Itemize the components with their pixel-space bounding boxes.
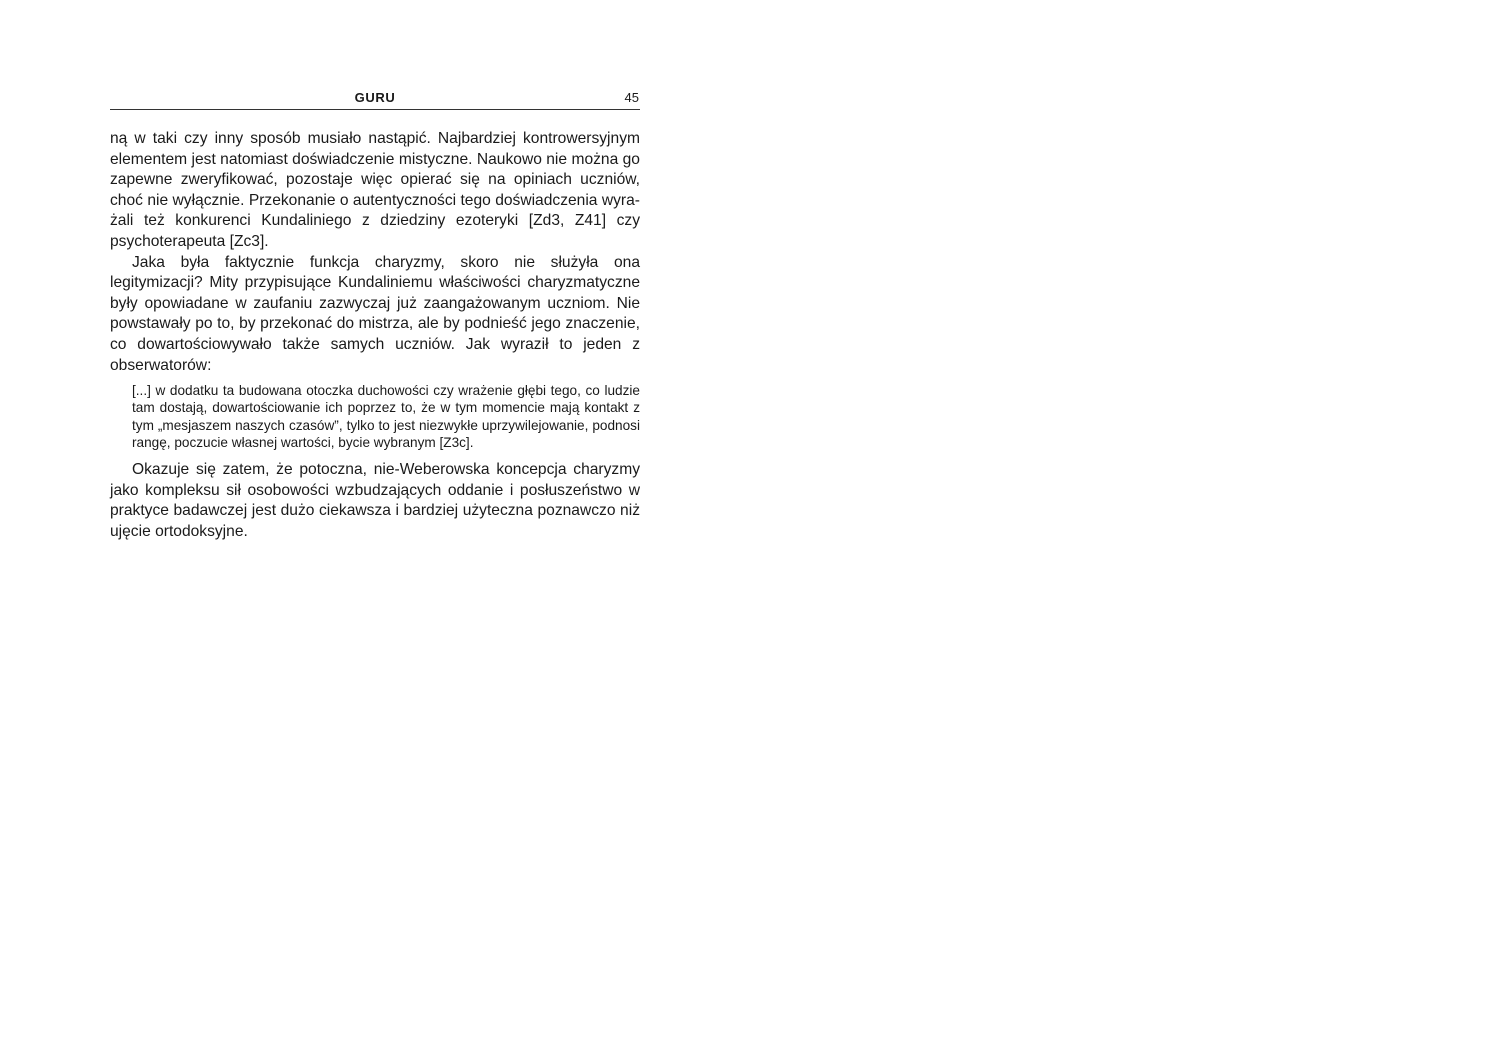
running-header — [110, 88, 640, 110]
paragraph: Okazuje się zatem, że potoczna, nie-Weberowska koncepcja charyzmy jako kompleksu sił osobowości wzbudzających oddanie i posłuszeństwo w praktyce badawczej jest dużo ciekawsza i bardziej użyteczna poznawczo niż ujęcie ortodoksyjne. — [110, 460, 640, 540]
block-quote: [...] w dodatku ta budowana otoczka duchowości czy wrażenie głębi tego, co ludzie tam dostają, dowartościowanie ich poprzez to, że w tym momencie mają kontakt z tym „mesjaszem naszych czasów”, tylko to jest niezwykłe uprzywilejowanie, podnosi rangę, poczucie własnej wartości, bycie wybranym [Z3c]. — [132, 383, 640, 450]
running-header-title: GURU — [354, 90, 396, 105]
paragraph: ną w taki czy inny sposób musiało nastąpić. Najbardziej kontrowersyjnym elementem jest natomiast doświadczenie mistyczne. Naukowo nie można go zapewne zweryfikować, pozostaje więc opierać się na opiniach uczniów, choć nie wyłącznie. Przekonanie o autentyczności tego doświadczenia wyrażali też konkurenci Kundaliniego z dziedziny ezoteryki [Zd3, Z41] czy psychoterapeuta [Zc3]. — [110, 130, 640, 250]
paragraph: Jaka była faktycznie funkcja charyzmy, skoro nie służyła ona legitymizacji? Mity przypisujące Kundaliniemu właściwości charyzmatyczne były opowiadane w zaufaniu zazwyczaj już zaangażowanym uczniom. Nie powstawały po to, by przekonać do mistrza, ale by podnieść jego znaczenie, co dowartościowywało także samych uczniów. Jak wyraził to jeden z obserwatorów: — [110, 253, 640, 374]
page-column — [110, 88, 640, 542]
body-text — [110, 129, 640, 542]
page-number: 45 — [624, 90, 639, 105]
